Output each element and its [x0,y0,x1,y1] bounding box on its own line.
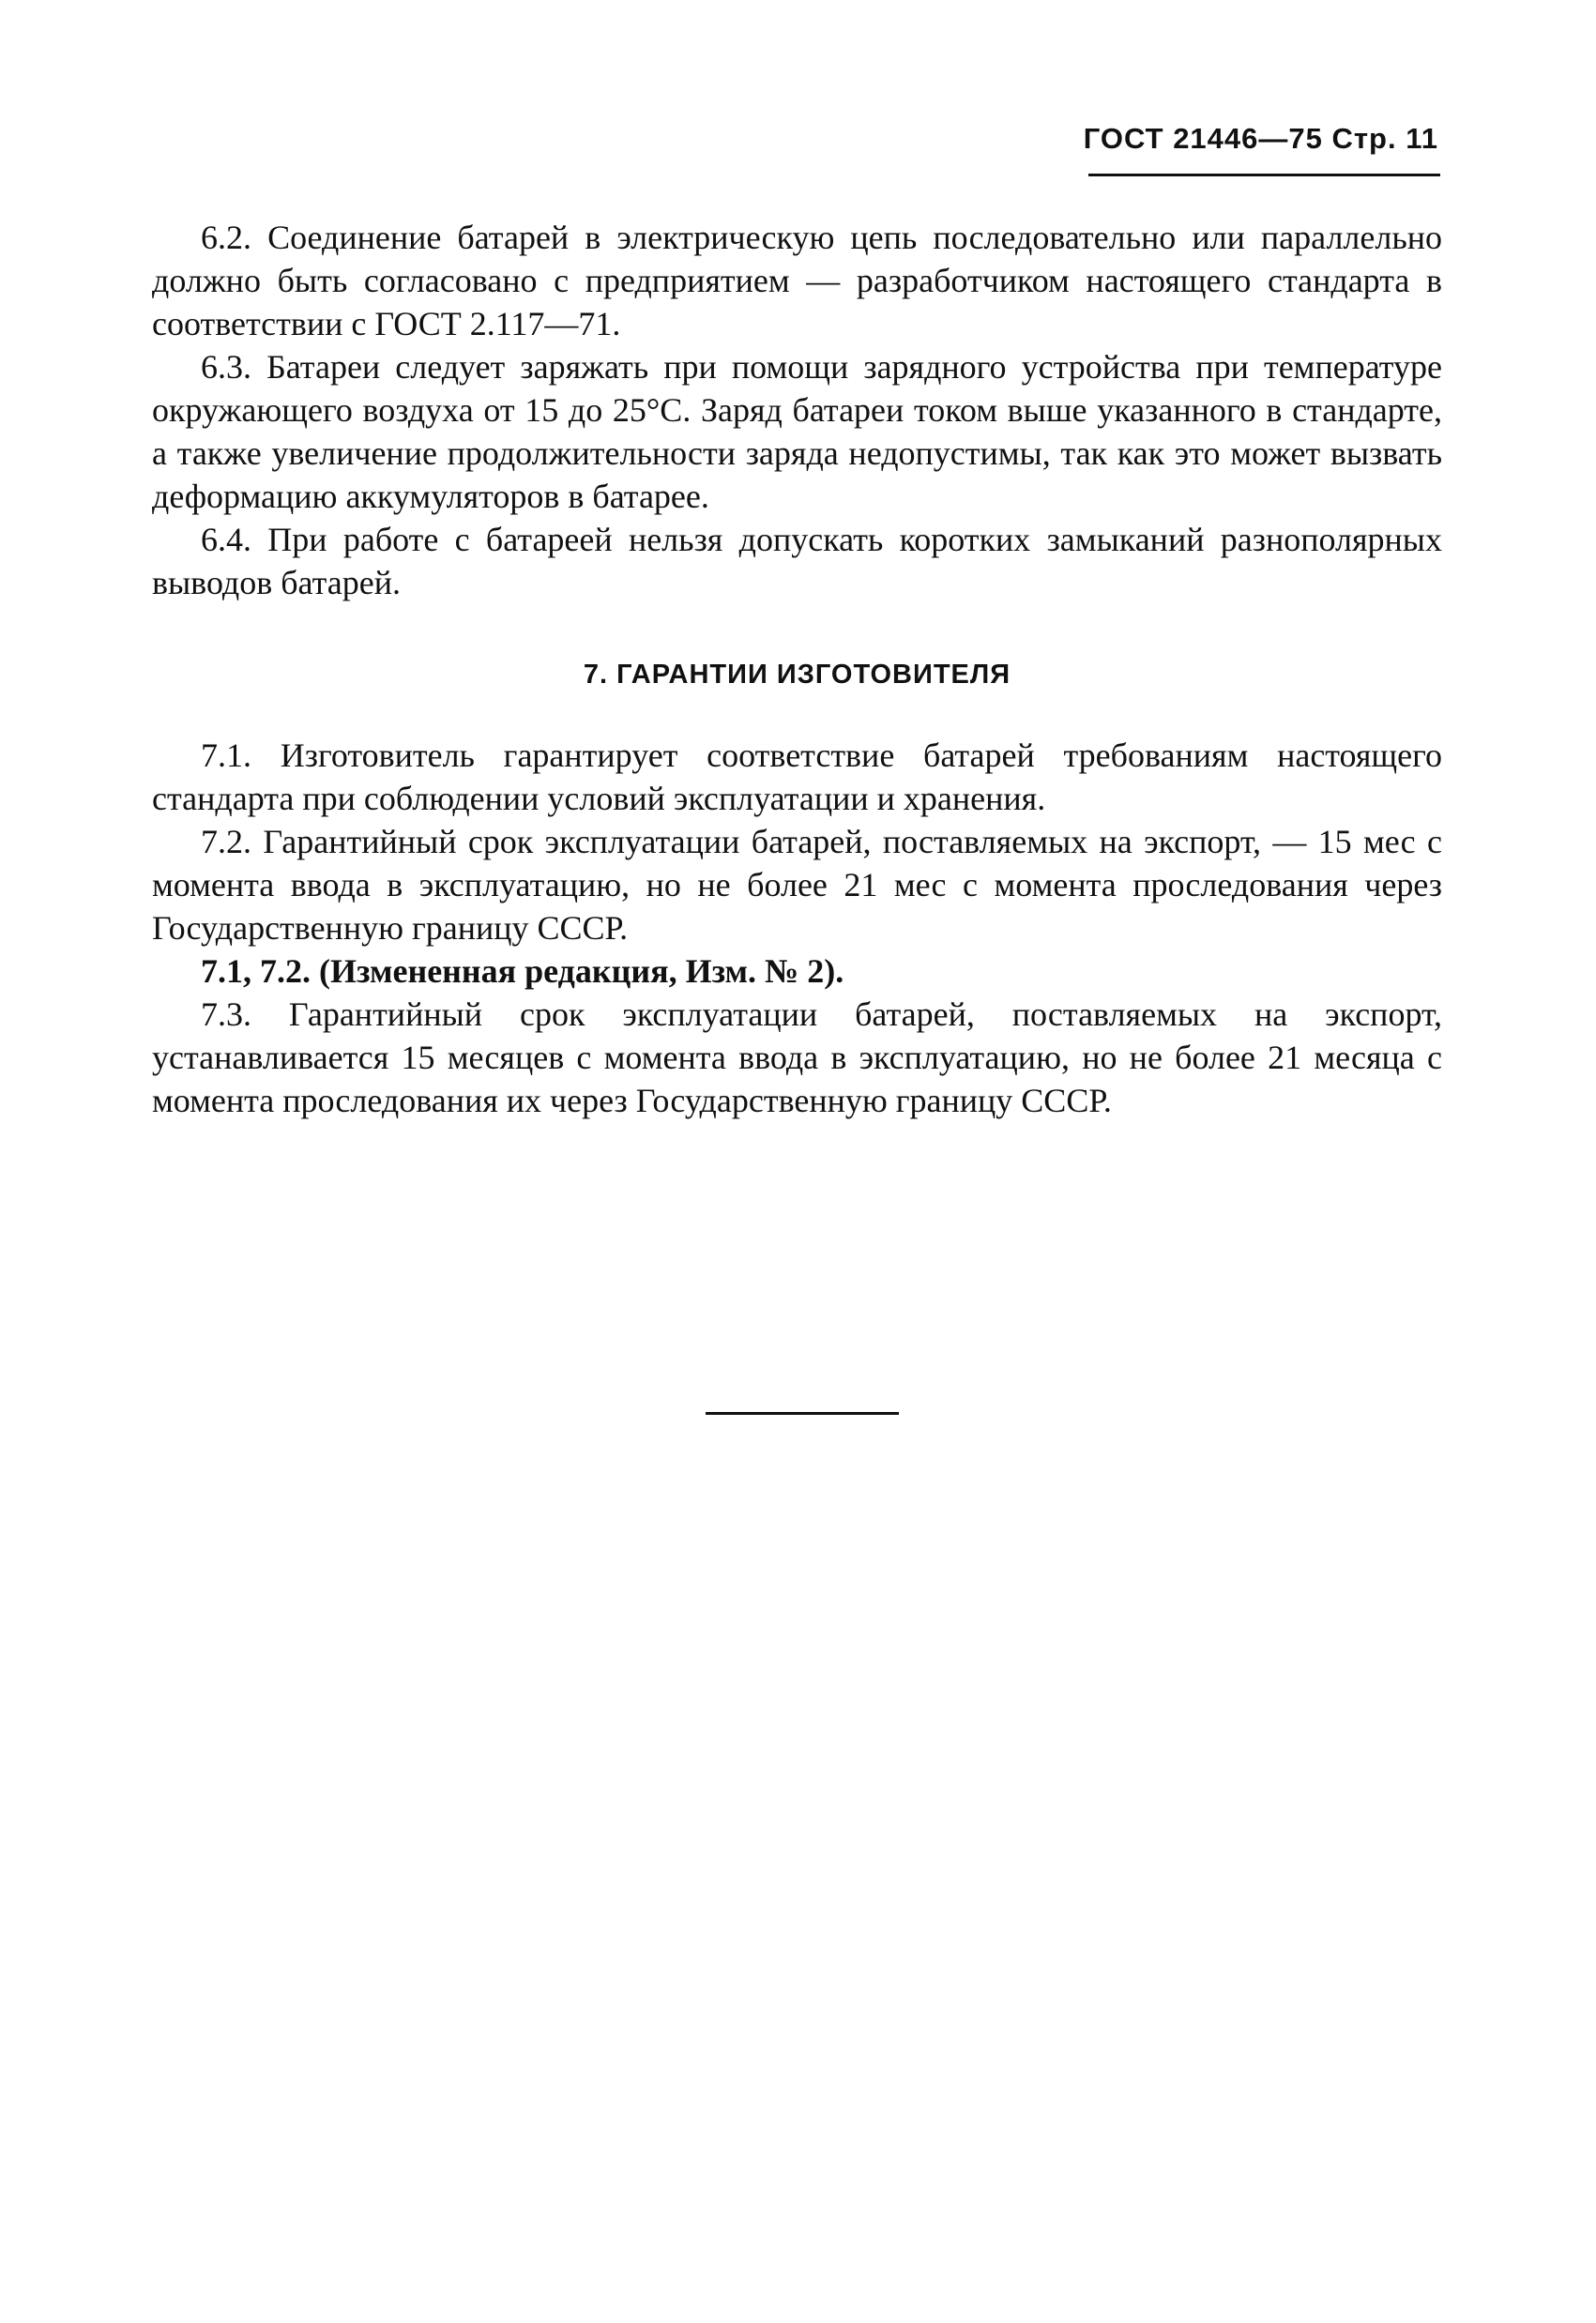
paragraph-6-4: 6.4. При работе с батареей нельзя допускать коротких замыканий разнополярных выводов батарей. [152,521,1442,601]
amendment-note: 7.1, 7.2. (Измененная редакция, Изм. № 2). [201,952,844,990]
section-7-title: 7. ГАРАНТИИ ИЗГОТОВИТЕЛЯ [583,660,1011,690]
header-rule [1088,174,1440,176]
paragraph-7-3: 7.3. Гарантийный срок эксплуатации батарей, поставляемых на экспорт, устанавливается 15 месяцев с момента ввода в эксплуатацию, но не более 21 месяца с момента проследования их через Государственную границу СССР. [152,995,1442,1119]
end-rule [706,1412,899,1415]
page-header: ГОСТ 21446—75 Стр. 11 [1083,122,1438,155]
paragraph-7-1: 7.1. Изготовитель гарантирует соответствие батарей требованиям настоящего стандарта при соблюдении условий эксплуатации и хранения. [152,736,1442,817]
paragraph-6-2: 6.2. Соединение батарей в электрическую цепь последовательно или параллельно должно быть согласовано с предприятием — разработчиком настоящего стандарта в соответствии с ГОСТ 2.117—71. [152,219,1442,342]
paragraph-6-3: 6.3. Батареи следует заряжать при помощи зарядного устройства при температуре окружающего воздуха от 15 до 25°С. Заряд батареи током выше указанного в стандарте, а также увеличение продолжительности заряда недопустимы, так как это может вызвать деформацию аккумуляторов в батарее. [152,348,1442,515]
document-body [152,216,1442,1122]
paragraph-7-2: 7.2. Гарантийный срок эксплуатации батарей, поставляемых на экспорт, — 15 мес с момента ввода в эксплуатацию, но не более 21 мес с момента проследования через Государственную границу СССР. [152,823,1442,947]
